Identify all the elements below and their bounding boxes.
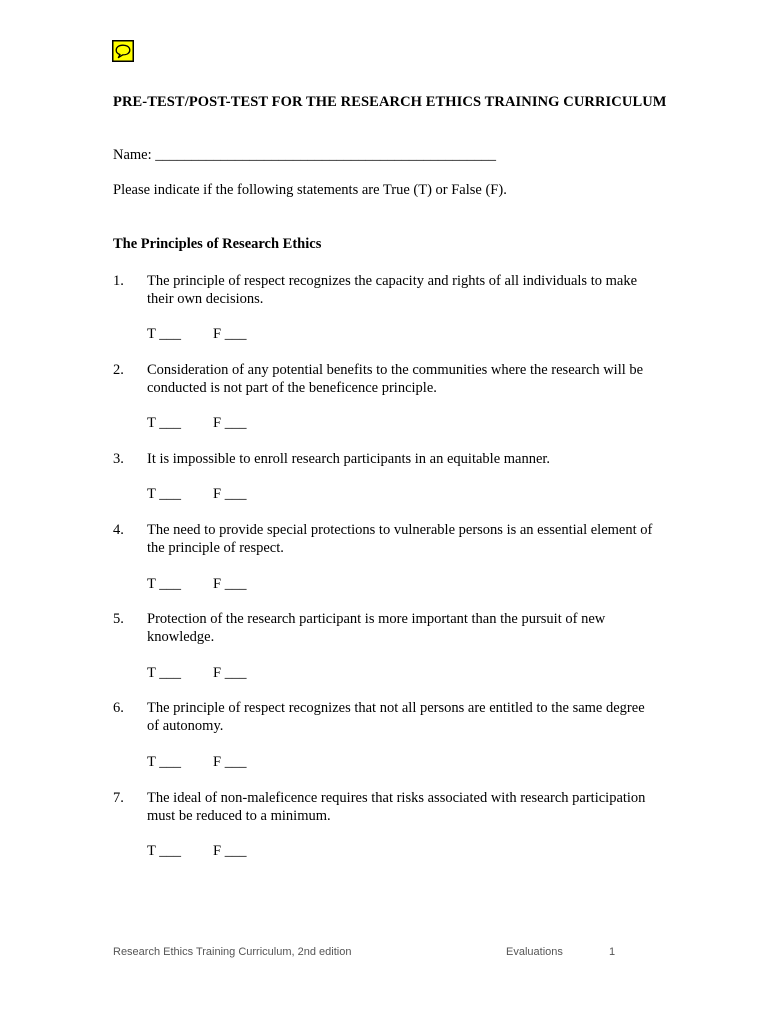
footer-page-number: 1 xyxy=(609,946,616,958)
instructions-text: Please indicate if the following statements are True (T) or False (F). xyxy=(113,182,507,198)
true-answer-blank: T ___ xyxy=(147,415,181,431)
true-answer-blank: T ___ xyxy=(147,754,181,770)
name-field-label: Name: _______________________________________________ xyxy=(113,147,497,163)
footer-document-title: Research Ethics Training Curriculum, 2nd edition xyxy=(113,946,352,958)
false-answer-blank: F ___ xyxy=(213,576,247,592)
question-item xyxy=(113,272,653,308)
question-item xyxy=(113,521,653,557)
question-text: The principle of respect recognizes the capacity and rights of all individuals to make their own decisions. xyxy=(147,273,638,307)
page-title: PRE-TEST/POST-TEST FOR THE RESEARCH ETHICS TRAINING CURRICULUM xyxy=(113,94,667,110)
question-item xyxy=(113,450,653,468)
true-false-answer xyxy=(147,485,246,503)
footer-section-name: Evaluations xyxy=(506,946,563,958)
question-number: 7. xyxy=(113,790,124,806)
question-number: 1. xyxy=(113,273,124,289)
true-answer-blank: T ___ xyxy=(147,486,181,502)
false-answer-blank: F ___ xyxy=(213,665,247,681)
true-false-answer xyxy=(147,575,246,593)
question-text: The ideal of non-maleficence requires that risks associated with research participation must be reduced to a minimum. xyxy=(147,790,646,824)
question-text: It is impossible to enroll research participants in an equitable manner. xyxy=(147,451,551,467)
true-answer-blank: T ___ xyxy=(147,843,181,859)
true-answer-blank: T ___ xyxy=(147,326,181,342)
question-text: Consideration of any potential benefits to the communities where the research will be conducted is not part of the beneficence principle. xyxy=(147,362,644,396)
question-number: 5. xyxy=(113,611,124,627)
false-answer-blank: F ___ xyxy=(213,486,247,502)
true-false-answer xyxy=(147,664,246,682)
true-false-answer xyxy=(147,753,246,771)
false-answer-blank: F ___ xyxy=(213,326,247,342)
false-answer-blank: F ___ xyxy=(213,843,247,859)
section-heading: The Principles of Research Ethics xyxy=(113,236,322,252)
question-text: Protection of the research participant is more important than the pursuit of new knowledge. xyxy=(147,611,606,645)
question-item xyxy=(113,699,653,735)
true-false-answer xyxy=(147,325,246,343)
speech-bubble-icon[interactable] xyxy=(112,40,134,62)
question-item xyxy=(113,789,653,825)
question-item xyxy=(113,610,653,646)
true-answer-blank: T ___ xyxy=(147,665,181,681)
false-answer-blank: F ___ xyxy=(213,754,247,770)
question-item xyxy=(113,361,653,397)
true-false-answer xyxy=(147,414,246,432)
false-answer-blank: F ___ xyxy=(213,415,247,431)
question-number: 3. xyxy=(113,451,124,467)
question-text: The principle of respect recognizes that not all persons are entitled to the same degree of autonomy. xyxy=(147,700,645,734)
question-text: The need to provide special protections to vulnerable persons is an essential element of the principle of respect. xyxy=(147,522,653,556)
question-number: 6. xyxy=(113,700,124,716)
true-false-answer xyxy=(147,842,246,860)
question-number: 2. xyxy=(113,362,124,378)
true-answer-blank: T ___ xyxy=(147,576,181,592)
question-number: 4. xyxy=(113,522,124,538)
